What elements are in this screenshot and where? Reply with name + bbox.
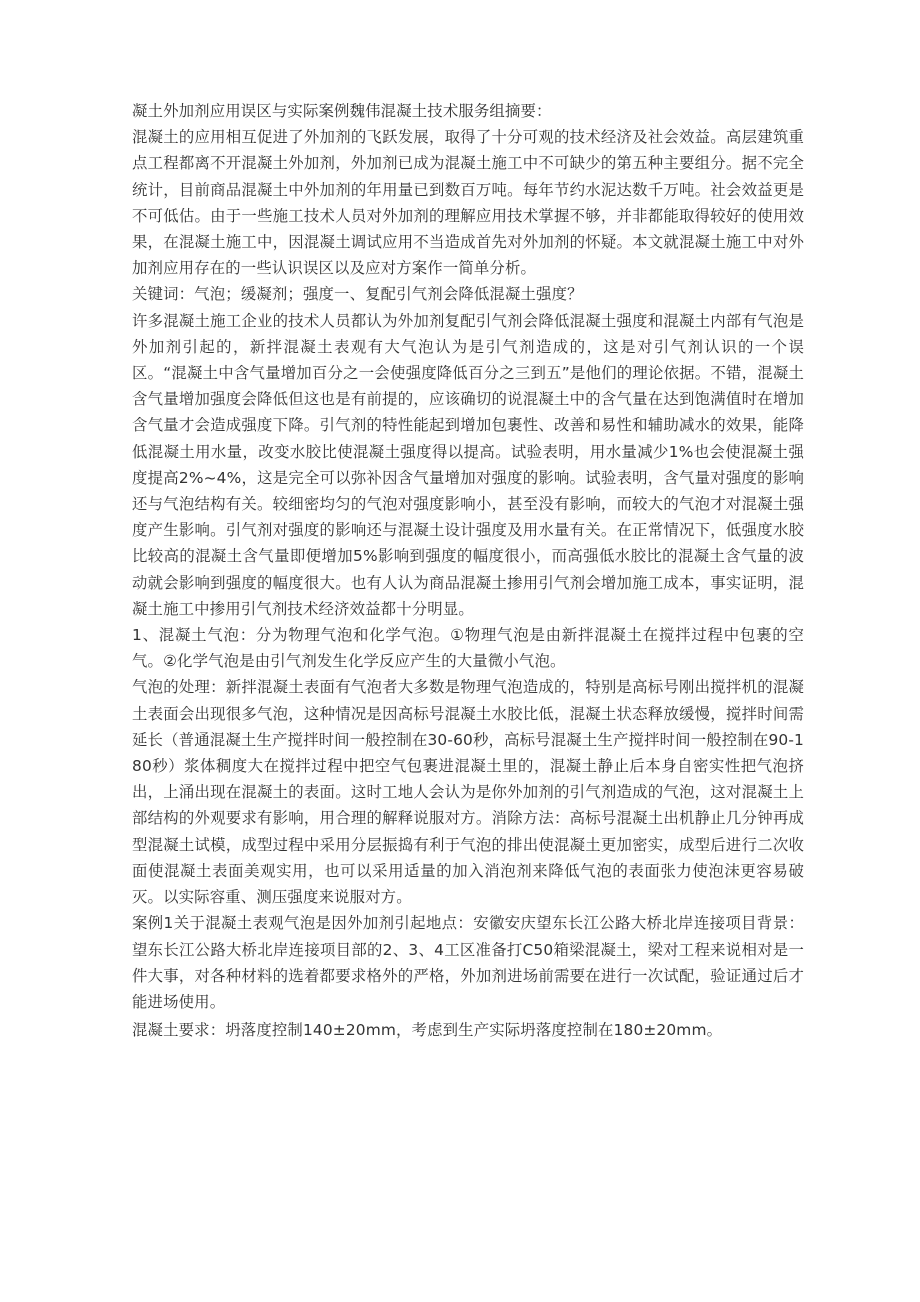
document-title: 凝土外加剂应用误区与实际案例魏伟混凝土技术服务组摘要： bbox=[132, 102, 552, 120]
bubble-types-paragraph: 1、混凝土气泡：分为物理气泡和化学气泡。①物理气泡是由新拌混凝土在搅拌过程中包裹的空气。②化学气泡是由引气剂发生化学反应产生的大量微小气泡。 bbox=[132, 626, 804, 671]
bubble-treatment-paragraph: 气泡的处理：新拌混凝土表面有气泡者大多数是物理气泡造成的，特别是高标号刚出搅拌机的混凝土表面会出现很多气泡，这种情况是因高标号混凝土水胶比低，混凝土状态释放缓慢，搅拌时间需延长（普通混凝土生产搅拌时间一般控制在30-60秒，高标号混凝土生产搅拌时间一般控制在90-180秒）浆体稠度大在搅拌过程中把空气包裹进混凝土里的，混凝土静止后本身自密实性把气泡挤出，上涌出现在混凝土的表面。这时工地人会认为是你外加剂的引气剂造成的气泡，这对混凝土上部结构的外观要求有影响，用合理的解释说服对方。消除方法：高标号混凝土出机静止几分钟再成型混凝土试模，成型过程中采用分层振捣有利于气泡的排出使混凝土更加密实，成型后进行二次收面使混凝土表面美观实用，也可以采用适量的加入消泡剂来降低气泡的表面张力使泡沫更容易破灭。以实际容重、测压强度来说服对方。 bbox=[132, 678, 804, 907]
document-page bbox=[132, 98, 804, 1043]
keywords-paragraph: 关键词：气泡；缓凝剂；强度一、复配引气剂会降低混凝土强度？ bbox=[132, 285, 583, 304]
concrete-requirements-paragraph: 混凝土要求：坍落度控制140±20mm，考虑到生产实际坍落度控制在180±20mm。 bbox=[132, 1021, 723, 1040]
section-one-paragraph: 许多混凝土施工企业的技术人员都认为外加剂复配引气剂会降低混凝土强度和混凝土内部有气泡是外加剂引起的，新拌混凝土表观有大气泡认为是引气剂造成的，这是对引气剂认识的一个误区。“混凝土中含气量增加百分之一会使强度降低百分之三到五”是他们的理论依据。不错，混凝土含气量增加强度会降低但这也是有前提的，应该确切的说混凝土中的含气量在达到饱满值时在增加含气量才会造成强度下降。引气剂的特性能起到增加包裹性、改善和易性和辅助减水的效果，能降低混凝土用水量，改变水胶比使混凝土强度得以提高。试验表明，用水量减少1%也会使混凝土强度提高2%~4%，这是完全可以弥补因含气量增加对强度的影响。试验表明，含气量对强度的影响还与气泡结构有关。较细密均匀的气泡对强度影响小，甚至没有影响，而较大的气泡才对混凝土强度产生影响。引气剂对强度的影响还与混凝土设计强度及用水量有关。在正常情况下，低强度水胶比较高的混凝土含气量即便增加5%影响到强度的幅度很小，而高强低水胶比的混凝土含气量的波动就会影响到强度的幅度很大。也有人认为商品混凝土掺用引气剂会增加施工成本，事实证明，混凝土施工中掺用引气剂技术经济效益都十分明显。 bbox=[132, 311, 804, 618]
abstract-paragraph: 混凝土的应用相互促进了外加剂的飞跃发展，取得了十分可观的技术经济及社会效益。高层建筑重点工程都离不开混凝土外加剂，外加剂已成为混凝土施工中不可缺少的第五种主要组分。据不完全统计，目前商品混凝土中外加剂的年用量已到数百万吨。每年节约水泥达数千万吨。社会效益更是不可低估。由于一些施工技术人员对外加剂的理解应用技术掌握不够，并非都能取得较好的使用效果，在混凝土施工中，因混凝土调试应用不当造成首先对外加剂的怀疑。本文就混凝土施工中对外加剂应用存在的一些认识误区以及应对方案作一简单分析。 bbox=[132, 128, 804, 278]
case-one-paragraph: 案例1关于混凝土表观气泡是因外加剂引起地点：安徽安庆望东长江公路大桥北岸连接项目背景：望东长江公路大桥北岸连接项目部的2、3、4工区准备打C50箱梁混凝土，梁对工程来说相对是一件大事，对各种材料的选着都要求格外的严格，外加剂进场前需要在进行一次试配，验证通过后才能进场使用。 bbox=[132, 914, 804, 1011]
